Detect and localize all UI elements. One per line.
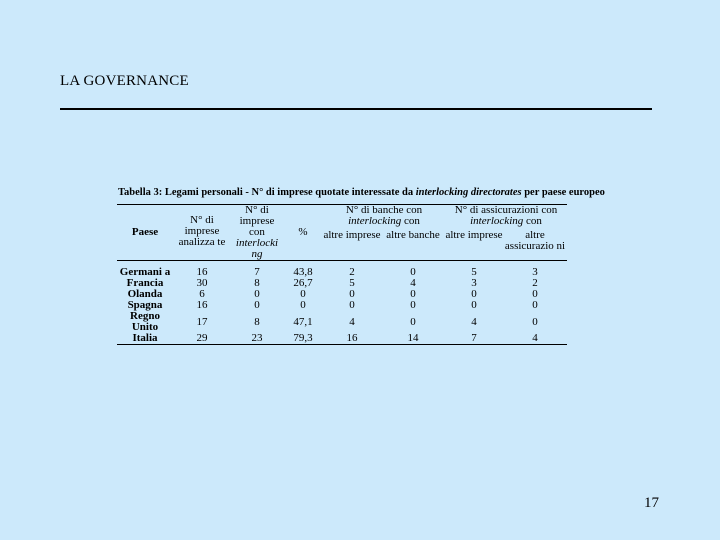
cell-a-imprese: 0: [471, 288, 477, 300]
cell-paese: Germani a: [119, 266, 171, 278]
interlocking-table: [117, 204, 567, 345]
header-paese: Paese: [117, 205, 173, 261]
caption-italic-text: interlocking directorates: [415, 187, 522, 198]
table-figure: [113, 187, 605, 345]
cell-a-assic: 3: [532, 266, 538, 278]
cell-a-assic: 0: [532, 315, 538, 328]
cell-a-assic: 4: [503, 333, 567, 345]
cell-paese: Francia: [126, 277, 164, 289]
cell-a-imprese: 0: [471, 299, 477, 311]
cell-con: 7: [254, 266, 260, 278]
cell-pct: 0: [300, 288, 306, 300]
table-row: [117, 278, 567, 289]
header-assic-altre-assicurazioni: altre assicurazio ni: [503, 230, 567, 260]
cell-con: 8: [254, 277, 260, 289]
cell-paese: Olanda: [127, 288, 163, 300]
cell-b-imprese: 0: [349, 288, 355, 300]
cell-b-banche: 0: [410, 299, 416, 311]
slide-title: LA GOVERNANCE: [60, 73, 189, 89]
cell-b-imprese: 4: [349, 315, 355, 328]
page-number: 17: [644, 495, 659, 511]
cell-b-imprese: 0: [349, 299, 355, 311]
caption-suffix-text: per paese europeo: [521, 187, 605, 198]
cell-a-imprese: 4: [471, 315, 477, 328]
cell-pct: 79,3: [283, 333, 323, 345]
cell-analizzate: 16: [196, 266, 208, 278]
table-row: [117, 289, 567, 300]
cell-paese: Italia: [117, 333, 173, 345]
cell-paese: Regno Unito: [130, 310, 160, 333]
cell-b-imprese: 5: [349, 277, 355, 289]
cell-con: 0: [254, 299, 260, 311]
cell-con: 23: [231, 333, 283, 345]
table-row: [117, 261, 567, 279]
cell-paese: Spagna: [127, 299, 163, 311]
cell-a-imprese: 3: [471, 277, 477, 289]
cell-pct: 0: [300, 299, 306, 311]
header-analizzate: N° di imprese analizza te: [173, 205, 231, 261]
cell-analizzate: 16: [196, 299, 208, 311]
cell-con: 0: [254, 288, 260, 300]
cell-b-banche: 0: [410, 266, 416, 278]
cell-b-banche: 4: [410, 277, 416, 289]
table-caption: [118, 187, 608, 199]
cell-b-imprese: 2: [349, 266, 355, 278]
cell-analizzate: 17: [196, 315, 208, 328]
cell-b-banche: 0: [410, 315, 416, 328]
header-assicurazioni-group: N° di assicurazioni con interlocking con: [445, 205, 567, 231]
header-banche-altre-banche: altre banche: [381, 230, 445, 260]
cell-analizzate: 30: [196, 277, 208, 289]
cell-pct: 47,1: [293, 315, 313, 328]
cell-a-imprese: 7: [445, 333, 503, 345]
table-row: [117, 333, 567, 345]
cell-analizzate: 29: [173, 333, 231, 345]
cell-b-banche: 14: [381, 333, 445, 345]
table-row: [117, 311, 567, 333]
cell-con: 8: [254, 315, 260, 328]
cell-analizzate: 6: [199, 288, 205, 300]
cell-pct: 43,8: [293, 266, 313, 278]
cell-a-imprese: 5: [471, 266, 477, 278]
cell-a-assic: 0: [532, 288, 538, 300]
cell-a-assic: 0: [532, 299, 538, 311]
header-con-interlocking: N° di imprese con interlocki ng: [231, 205, 283, 261]
header-percent: %: [283, 205, 323, 261]
cell-b-banche: 0: [410, 288, 416, 300]
table-row: [117, 300, 567, 311]
header-banche-altre-imprese: altre imprese: [323, 230, 381, 260]
cell-b-imprese: 16: [323, 333, 381, 345]
header-assic-altre-imprese: altre imprese: [445, 230, 503, 260]
cell-pct: 26,7: [293, 277, 313, 289]
title-underline: [60, 108, 652, 110]
header-banche-group: N° di banche con interlocking con: [323, 205, 445, 231]
cell-a-assic: 2: [532, 277, 538, 289]
caption-text: Tabella 3: Legami personali - N° di imprese quotate interessate da: [118, 187, 416, 198]
